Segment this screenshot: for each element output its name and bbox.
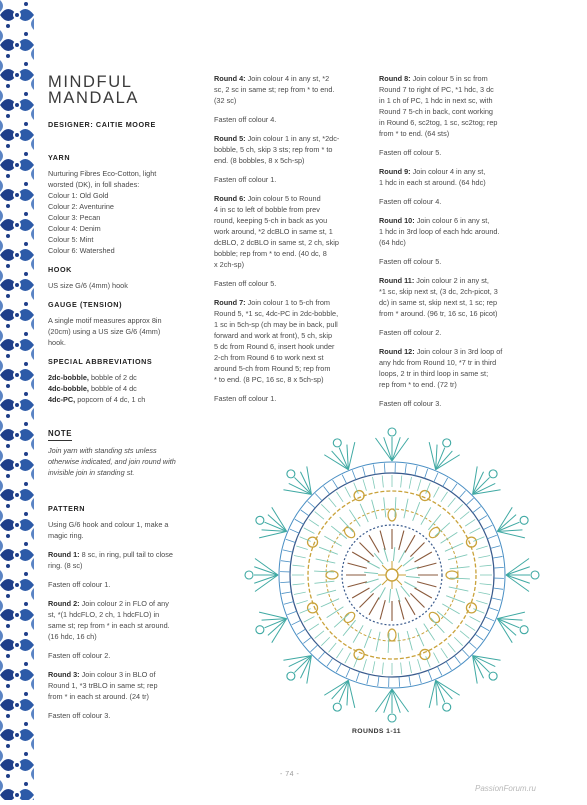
round-3-stitch bbox=[405, 535, 415, 552]
round-2: Round 2: Join colour 2 in FLO of any st, *(1 hdcFLO, 2 ch, 1 hdcFLO) in same st; rep from * in each st around. (16 hdc, 16 ch) bbox=[48, 598, 213, 642]
round-10-stitch bbox=[378, 676, 379, 686]
round-11-stitch bbox=[255, 558, 278, 575]
designer-credit: DESIGNER: CAITIE MOORE bbox=[48, 120, 156, 129]
round-8-stitch bbox=[454, 504, 462, 512]
round-6-stitch bbox=[448, 555, 467, 560]
round-10-stitch bbox=[459, 491, 466, 499]
round-8-stitch bbox=[345, 653, 351, 664]
round-6-stitch bbox=[398, 633, 400, 653]
round-11-picot bbox=[520, 626, 528, 634]
round-7-popcorn bbox=[354, 649, 364, 659]
round-10-stitch bbox=[346, 668, 350, 677]
round-10-stitch bbox=[478, 516, 486, 521]
yarn-heading: YARN bbox=[48, 152, 213, 163]
round-10-stitch bbox=[303, 637, 311, 643]
round-10-stitch bbox=[409, 676, 411, 686]
round-1: Round 1: 8 sc, in ring, pull tail to close ring. (8 sc) bbox=[48, 549, 213, 571]
round-3-stitch bbox=[348, 563, 367, 568]
fasten-off-3: Fasten off colour 3. bbox=[48, 710, 213, 721]
round-6: Round 6: Join colour 5 to Round 4 in sc to left of bobble from prev round, keeping 5-ch in back as you work around, *2 dcBLO in same st, 1 dcBLO, 2 dcBLO in same st, 2 ch, skip bobble; rep from * to end. (40 dc, 8 x 2ch-sp) bbox=[214, 193, 374, 270]
round-8-stitch bbox=[409, 661, 411, 673]
round-10-stitch bbox=[485, 617, 494, 621]
round-11-picot bbox=[489, 470, 497, 478]
round-2-stitch bbox=[364, 572, 378, 573]
round-8-stitch bbox=[294, 592, 306, 594]
magic-ring bbox=[386, 569, 398, 581]
round-7-popcorn bbox=[308, 603, 318, 613]
round-2-stitch bbox=[405, 567, 418, 571]
round-7: Round 7: Join colour 1 to 5-ch from Round 5, *1 sc, 4dc-PC in 2dc-bobble, 1 sc in 5ch-sp (ch may be in back, pull forward and work at front), 5 ch, skip 5 dc from Round 6, insert hook under 2-ch from Round 6 to work next st around 5-ch from Round 5; rep from * to end. (8 PC, 16 sc, 8 x 5ch-sp) bbox=[214, 297, 374, 385]
round-10-stitch bbox=[336, 663, 341, 672]
round-8-stitch bbox=[329, 498, 337, 507]
page-title bbox=[48, 74, 218, 106]
round-1-stitch bbox=[382, 579, 388, 585]
round-2-stitch bbox=[404, 582, 416, 589]
note-text: Join yarn with standing sts unless otherwise indicated, and join round with invisible join in standing st. bbox=[48, 445, 218, 478]
round-7-popcorn bbox=[420, 491, 430, 501]
round-9: Round 9: Join colour 4 in any st, 1 hdc in each st around. (64 hdc) bbox=[379, 166, 544, 188]
round-1-stitch bbox=[396, 565, 402, 571]
round-10-stitch bbox=[363, 467, 366, 477]
round-8-stitch bbox=[321, 637, 329, 645]
round-10-stitch bbox=[475, 634, 483, 640]
round-10-stitch bbox=[428, 670, 432, 679]
round-11-stitch bbox=[392, 437, 400, 461]
round-7-chain bbox=[308, 491, 476, 659]
round-8-stitch bbox=[321, 504, 329, 512]
fasten-off-4: Fasten off colour 4. bbox=[214, 114, 374, 125]
round-10-stitch bbox=[324, 486, 330, 494]
fasten-off-1: Fasten off colour 1. bbox=[48, 579, 213, 590]
round-3-stitch bbox=[369, 598, 379, 615]
round-2-stitch bbox=[365, 579, 378, 583]
round-6-stitch bbox=[407, 631, 412, 650]
abbreviation-item: 4dc-bobble, bobble of 4 dc bbox=[48, 383, 213, 394]
round-11-picot bbox=[333, 439, 341, 447]
round-8-stitch bbox=[460, 631, 469, 639]
round-10-stitch bbox=[480, 626, 489, 631]
round-10-stitch bbox=[301, 510, 309, 516]
fasten-off-5: Fasten off colour 1. bbox=[214, 174, 374, 185]
round-11-stitch bbox=[259, 531, 287, 537]
round-11-stitch bbox=[429, 442, 435, 470]
round-6-stitch bbox=[372, 500, 377, 519]
abbreviation-item: 2dc-bobble, bobble of 2 dc bbox=[48, 372, 213, 383]
round-2-stitch bbox=[396, 588, 400, 601]
round-8-stitch bbox=[292, 565, 304, 566]
round-5-chain bbox=[326, 509, 458, 641]
round-11-stitch bbox=[429, 680, 435, 708]
round-11-picot bbox=[388, 428, 396, 436]
round-8-stitch bbox=[401, 475, 402, 487]
round-11-picot bbox=[256, 626, 264, 634]
round-6-stitch bbox=[435, 523, 450, 536]
round-10-stitch bbox=[318, 652, 325, 660]
round-10-stitch bbox=[483, 525, 492, 529]
round-2-stitch bbox=[384, 548, 388, 561]
gauge-text: A single motif measures approx 8in (20cm) using a US size G/6 (4mm) hook. bbox=[48, 315, 213, 348]
round-11-stitch bbox=[348, 680, 354, 708]
yarn-text: Nurturing Fibres Eco-Cotton, light worsted (DK), in foll shades: Colour 1: Old Gold Colour 2: Aventurine Colour 3: Pecan Colour 4: Denim Colour 5: Mint Colour 6: Watershed bbox=[48, 168, 213, 256]
round-2-stitch bbox=[370, 584, 381, 593]
round-11-stitch bbox=[497, 612, 525, 618]
round-11-picot bbox=[388, 714, 396, 722]
round-2-stitch bbox=[403, 557, 414, 566]
round-6-stitch bbox=[441, 532, 458, 543]
round-10-stitch bbox=[356, 672, 359, 681]
round-7-popcorn bbox=[466, 537, 476, 547]
round-2-stitch bbox=[374, 553, 383, 564]
round-11-stitch bbox=[506, 567, 530, 575]
round-10-stitch bbox=[281, 561, 291, 562]
round-6-stitch bbox=[340, 517, 353, 532]
round-11: Round 11: Join colour 2 in any st, *1 sc, skip next st, (3 dc, 2ch-picot, 3 dc) in same st, skip next st, 1 sc; rep from * around. (96 tr, 16 sc, 16 picot) bbox=[379, 275, 544, 319]
round-10-stitch bbox=[310, 645, 317, 652]
fasten-off-2: Fasten off colour 2. bbox=[48, 650, 213, 661]
round-10-stitch bbox=[367, 674, 369, 684]
round-6-stitch bbox=[321, 599, 339, 607]
round-6-stitch bbox=[384, 497, 386, 517]
round-11-picot bbox=[287, 672, 295, 680]
round-1-stitch bbox=[382, 565, 388, 571]
round-8-stitch bbox=[418, 659, 421, 670]
round-11-picot bbox=[520, 516, 528, 524]
round-3-stitch bbox=[399, 600, 404, 619]
round-2-stitch bbox=[367, 562, 379, 569]
round-3-stitch bbox=[415, 588, 432, 598]
round-8-stitch bbox=[309, 624, 319, 631]
round-12: Round 12: Join colour 3 in 3rd loop of any hdc from Round 10, *7 tr in third loops, 2 tr in third loop in same st; rep from * to end. (72 tr) bbox=[379, 346, 544, 390]
round-3-stitch bbox=[359, 542, 373, 556]
round-10-stitch bbox=[493, 588, 503, 589]
round-6-stitch bbox=[316, 559, 336, 563]
round-8-stitch bbox=[448, 643, 456, 652]
round-7-popcorn bbox=[466, 603, 476, 613]
round-10-stitch bbox=[287, 611, 296, 615]
round-3-stitch bbox=[399, 531, 404, 550]
round-10-stitch bbox=[384, 463, 385, 473]
round-11-picot bbox=[531, 571, 539, 579]
round-10-stitch bbox=[315, 493, 322, 500]
diagram-caption: ROUNDS 1-11 bbox=[352, 728, 401, 735]
round-10-stitch bbox=[451, 484, 457, 492]
round-2-stitch bbox=[401, 586, 410, 597]
round-8-stitch bbox=[433, 653, 439, 664]
round-8-stitch bbox=[292, 584, 304, 585]
round-8-stitch bbox=[476, 546, 487, 549]
round-11-stitch bbox=[506, 575, 529, 592]
round-11-stitch bbox=[392, 438, 409, 461]
round-10-ring bbox=[279, 462, 505, 688]
round-11-picot bbox=[489, 672, 497, 680]
round-6-stitch bbox=[376, 632, 380, 652]
round-8: Round 8: Join colour 5 in sc from Round 7 to right of PC, *1 hdc, 3 dc in 1 ch of PC, 1 hdc in next sc, with Round 7 5-ch in back, cont working in Round 6, sc2tog, 1 sc, sc2tog; rep from * to end. (64 sts) bbox=[379, 73, 544, 139]
round-10-stitch bbox=[286, 539, 295, 542]
round-8-stitch bbox=[454, 637, 462, 645]
round-8-stitch bbox=[315, 512, 324, 520]
round-8-stitch bbox=[418, 479, 421, 490]
round-10-stitch bbox=[489, 608, 498, 611]
round-6-stitch bbox=[364, 629, 371, 648]
round-6-stitch bbox=[314, 581, 334, 583]
pattern-heading: PATTERN bbox=[48, 503, 213, 514]
abbreviations-heading: SPECIAL ABBREVIATIONS bbox=[48, 356, 213, 367]
round-10-stitch bbox=[415, 466, 417, 476]
round-11-stitch bbox=[506, 575, 530, 583]
round-11-stitch bbox=[254, 567, 278, 575]
hook-text: US size G/6 (4mm) hook bbox=[48, 280, 213, 291]
round-8-stitch bbox=[336, 648, 343, 658]
round-10-stitch bbox=[295, 519, 304, 524]
round-8-stitch bbox=[465, 624, 475, 631]
round-8-stitch bbox=[433, 487, 439, 498]
round-10-stitch bbox=[487, 535, 496, 539]
round-8-stitch bbox=[470, 616, 481, 622]
round-8-stitch bbox=[478, 592, 490, 594]
column-2 bbox=[214, 73, 374, 412]
round-8-stitch bbox=[465, 519, 475, 526]
round-3-stitch bbox=[380, 600, 385, 619]
round-10-stitch bbox=[352, 470, 356, 479]
round-6-stitch bbox=[445, 543, 463, 551]
mandala-chart bbox=[222, 420, 562, 730]
round-11-stitch bbox=[506, 558, 529, 575]
round-3-stitch bbox=[369, 535, 379, 552]
round-3-stitch bbox=[405, 598, 415, 615]
round-6-stitch bbox=[416, 628, 424, 646]
round-10-stitch bbox=[494, 567, 504, 568]
round-8-stitch bbox=[296, 601, 307, 604]
round-11-picot bbox=[333, 703, 341, 711]
round-3-stitch bbox=[410, 593, 424, 607]
round-8-stitch bbox=[363, 479, 366, 490]
round-2-stitch bbox=[379, 587, 386, 599]
title-line-2: MANDALA bbox=[48, 90, 218, 106]
round-8-stitch bbox=[309, 519, 319, 526]
round-10-stitch bbox=[473, 507, 481, 513]
round-6-stitch bbox=[317, 590, 336, 595]
round-10-stitch bbox=[454, 656, 460, 664]
round-10-stitch bbox=[283, 550, 293, 552]
round-11-stitch bbox=[254, 575, 278, 583]
round-3-stitch bbox=[417, 582, 436, 587]
page-number: - 74 - bbox=[280, 771, 299, 778]
round-10-stitch bbox=[446, 661, 451, 669]
round-11-stitch bbox=[392, 689, 409, 712]
round-11-stitch bbox=[384, 689, 392, 713]
fasten-off-8: Fasten off colour 5. bbox=[379, 147, 544, 158]
round-10-stitch bbox=[491, 598, 501, 600]
round-10-stitch bbox=[333, 480, 338, 488]
round-3-stitch bbox=[417, 563, 436, 568]
round-8-stitch bbox=[480, 584, 492, 585]
round-8-stitch bbox=[304, 528, 315, 534]
round-5: Round 5: Join colour 1 in any st, *2dc- bobble, 5 ch, skip 3 sts; rep from * to end. (8 bobbles, 8 x 5ch-sp) bbox=[214, 133, 374, 166]
round-10-stitch bbox=[462, 649, 469, 656]
hook-heading: HOOK bbox=[48, 264, 213, 275]
gauge-heading: GAUGE (TENSION) bbox=[48, 299, 213, 310]
round-10-stitch bbox=[434, 473, 438, 482]
round-8-stitch bbox=[372, 477, 374, 489]
fasten-off-6: Fasten off colour 5. bbox=[214, 278, 374, 289]
round-8-stitch bbox=[448, 498, 456, 507]
round-2-stitch bbox=[389, 589, 390, 603]
round-10-stitch bbox=[490, 546, 500, 549]
round-8-stitch bbox=[409, 477, 411, 489]
round-10: Round 10: Join colour 6 in any st, 1 hdc in 3rd loop of each hdc around. (64 hdc) bbox=[379, 215, 544, 248]
round-11-picot bbox=[256, 516, 264, 524]
round-10-stitch bbox=[280, 582, 290, 583]
round-6-stitch bbox=[446, 596, 465, 603]
round-10-stitch bbox=[282, 592, 292, 594]
round-6-stitch bbox=[450, 567, 470, 569]
fasten-off-9: Fasten off colour 4. bbox=[379, 196, 544, 207]
title-line-1: MINDFUL bbox=[48, 74, 218, 90]
round-11-picot bbox=[245, 571, 253, 579]
column-1 bbox=[48, 152, 213, 413]
fasten-off-11: Fasten off colour 2. bbox=[379, 327, 544, 338]
round-6-stitch bbox=[334, 614, 349, 627]
round-10-stitch bbox=[425, 469, 428, 478]
pattern-intro: Using G/6 hook and colour 1, make a magic ring. bbox=[48, 519, 213, 541]
round-10-stitch bbox=[466, 498, 473, 505]
fasten-off-7: Fasten off colour 1. bbox=[214, 393, 374, 404]
round-9-ring bbox=[290, 473, 494, 677]
round-6-stitch bbox=[319, 547, 338, 554]
round-7-popcorn bbox=[308, 537, 318, 547]
round-8-stitch bbox=[372, 661, 374, 673]
round-8-stitch bbox=[315, 631, 324, 639]
watermark: PassionForum.ru bbox=[475, 784, 536, 793]
round-3-stitch bbox=[415, 552, 432, 562]
round-10-stitch bbox=[399, 677, 400, 687]
round-11-stitch bbox=[348, 442, 354, 470]
round-6-stitch bbox=[413, 502, 420, 521]
round-3-stitch bbox=[359, 593, 373, 607]
round-6-stitch bbox=[324, 536, 341, 546]
round-6-stitch bbox=[404, 499, 408, 519]
round-1-stitch bbox=[396, 579, 402, 585]
round-3-stitch bbox=[380, 531, 385, 550]
round-4: Round 4: Join colour 4 in any st, *2 sc, 2 sc in same st; rep from * to end. (32 sc) bbox=[214, 73, 374, 106]
round-2-stitch bbox=[393, 547, 394, 561]
round-11-stitch bbox=[259, 612, 287, 618]
round-11-stitch bbox=[375, 689, 392, 712]
round-10-stitch bbox=[327, 658, 333, 666]
round-3-stitch bbox=[352, 552, 369, 562]
round-11-picot bbox=[443, 439, 451, 447]
round-8-stitch bbox=[296, 546, 307, 549]
round-2-stitch bbox=[406, 576, 420, 577]
round-7-popcorn bbox=[354, 491, 364, 501]
fasten-off-12: Fasten off colour 3. bbox=[379, 398, 544, 409]
round-8-stitch bbox=[336, 492, 343, 502]
round-8-stitch bbox=[382, 475, 383, 487]
round-8-stitch bbox=[460, 512, 469, 520]
round-6-stitch bbox=[449, 587, 469, 591]
note-section bbox=[48, 428, 218, 486]
abbreviation-item: 4dc-PC, popcorn of 4 dc, 1 ch bbox=[48, 394, 213, 405]
round-8-stitch bbox=[294, 555, 306, 557]
note-heading: NOTE bbox=[48, 428, 72, 441]
round-11-stitch bbox=[497, 531, 525, 537]
round-8-stitch bbox=[304, 616, 315, 622]
round-10-stitch bbox=[308, 501, 316, 508]
round-8-stitch bbox=[441, 648, 448, 658]
round-10-stitch bbox=[373, 465, 375, 475]
round-11-stitch bbox=[375, 438, 392, 461]
round-8-stitch bbox=[363, 659, 366, 670]
round-10-stitch bbox=[437, 666, 441, 675]
round-10-stitch bbox=[284, 602, 294, 605]
round-8-stitch bbox=[441, 492, 448, 502]
round-2-stitch bbox=[399, 550, 406, 562]
round-11-picot bbox=[443, 703, 451, 711]
round-8-stitch bbox=[470, 528, 481, 534]
round-6-stitch bbox=[431, 618, 444, 633]
round-10-stitch bbox=[292, 620, 301, 624]
round-8-stitch bbox=[478, 555, 490, 557]
round-6-stitch bbox=[360, 504, 368, 522]
round-11-stitch bbox=[384, 437, 392, 461]
round-6-stitch bbox=[353, 625, 363, 642]
round-10-stitch bbox=[469, 642, 477, 649]
round-3-stitch bbox=[348, 582, 367, 587]
round-10-stitch bbox=[493, 556, 503, 558]
round-10-stitch bbox=[297, 629, 305, 634]
round-3-stitch bbox=[410, 542, 424, 556]
round-8-stitch bbox=[382, 663, 383, 675]
round-8-stitch bbox=[476, 601, 487, 604]
round-10-stitch bbox=[290, 529, 299, 533]
round-11-stitch bbox=[255, 575, 278, 592]
round-7-popcorn bbox=[420, 649, 430, 659]
round-10-stitch bbox=[405, 464, 406, 474]
round-8-stitch bbox=[480, 565, 492, 566]
round-10-stitch bbox=[443, 478, 448, 487]
round-8-stitch bbox=[401, 663, 402, 675]
round-3: Round 3: Join colour 3 in BLO of Round 1, *3 trBLO in same st; rep from * in each st around. (24 tr) bbox=[48, 669, 213, 702]
abbreviations-list bbox=[48, 372, 213, 405]
round-11-stitch bbox=[392, 689, 400, 713]
round-11-picot bbox=[287, 470, 295, 478]
round-10-stitch bbox=[419, 673, 422, 683]
column-3 bbox=[379, 73, 544, 417]
round-10-stitch bbox=[342, 475, 346, 484]
pattern-section bbox=[48, 503, 213, 729]
round-3-stitch bbox=[352, 588, 369, 598]
fasten-off-10: Fasten off colour 5. bbox=[379, 256, 544, 267]
round-6-stitch bbox=[424, 624, 435, 641]
round-8-stitch bbox=[345, 487, 351, 498]
crochet-chart-diagram bbox=[222, 420, 562, 730]
round-8-stitch bbox=[329, 643, 337, 652]
